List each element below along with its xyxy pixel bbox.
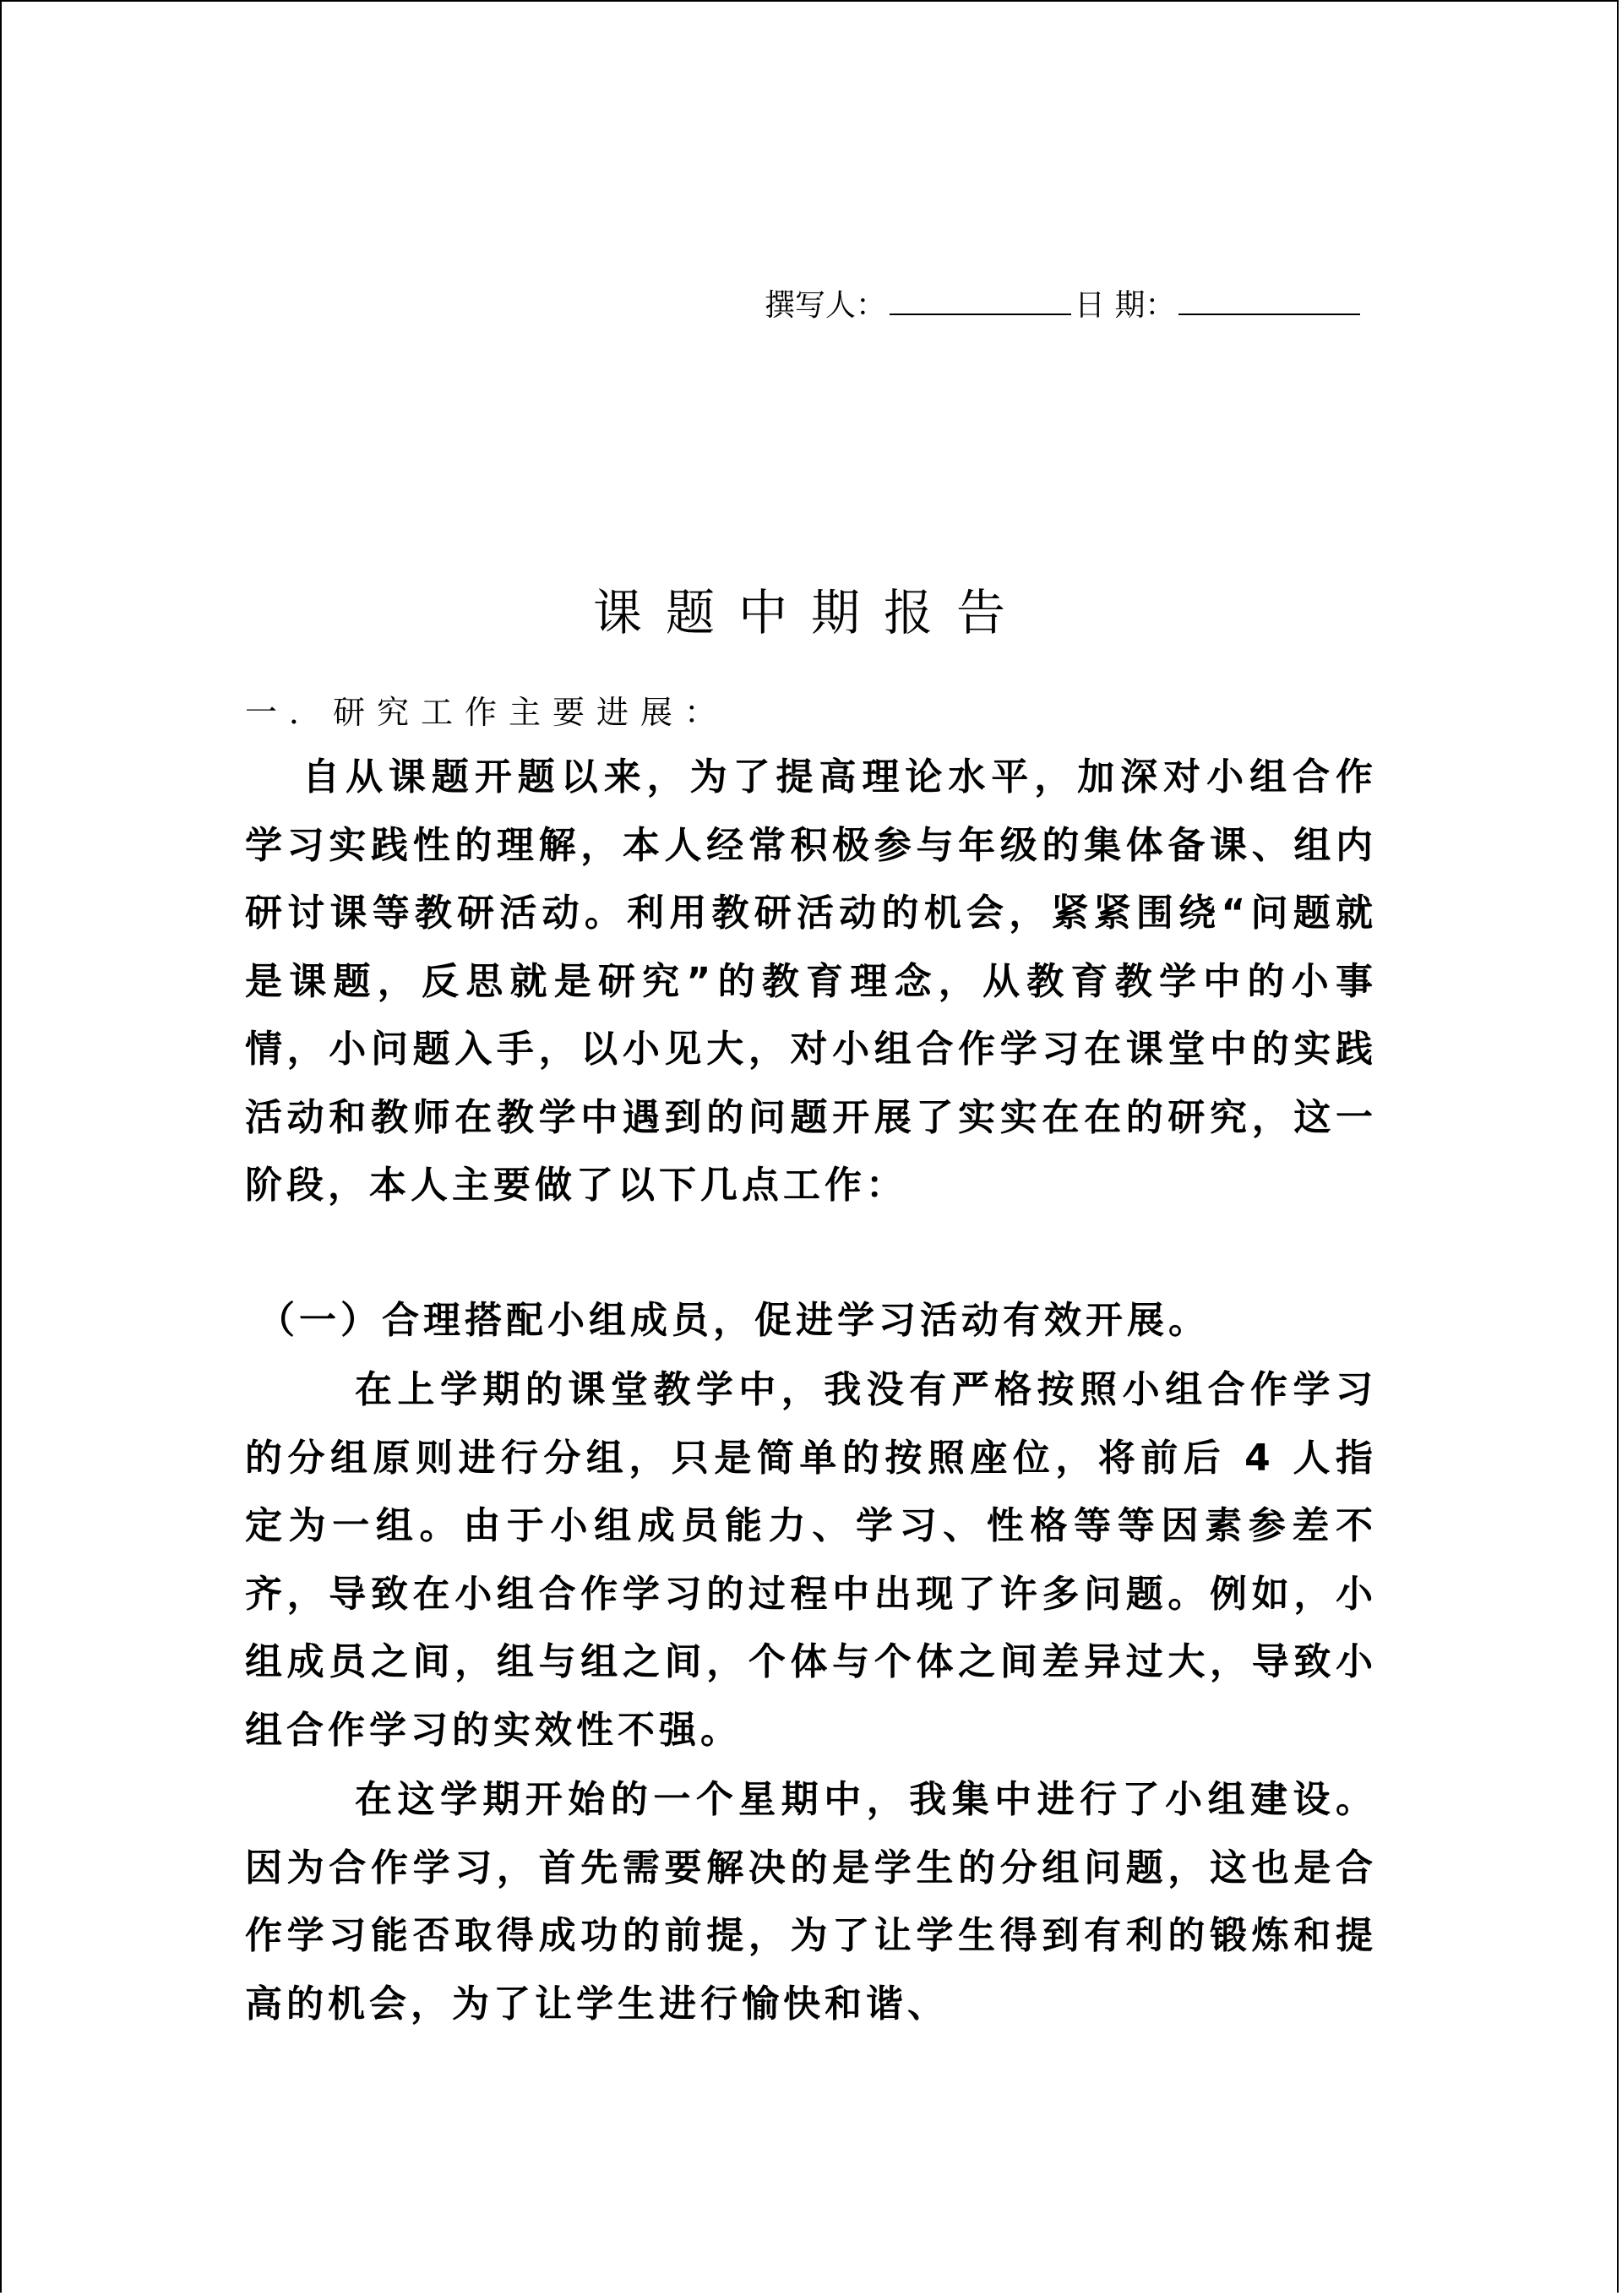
paragraph-intro bbox=[245, 744, 1377, 1220]
author-date-line bbox=[765, 287, 1363, 324]
paragraph-text: 在这学期开始的一个星期中，我集中进行了小组建设。因为合作学习，首先需要解决的是学生的分组问题，这也是合作学习能否取得成功的前提，为了让学生得到有利的锻炼和提高的机会，为了让学生进行愉快和谐、 bbox=[245, 1778, 1377, 2026]
paragraph-text: 在上学期的课堂教学中，我没有严格按照小组合作学习的分组原则进行分组，只是简单的按照座位，将前后 4 人指定为一组。由于小组成员能力、学习、性格等等因素参差不齐，导致在小组合作学习的过程中出现了许多问题。例如，小组成员之间，组与组之间，个体与个体之间差异过大，导致小组合作学习的实效性不强。 bbox=[245, 1368, 1377, 1752]
date-blank-field[interactable] bbox=[1178, 288, 1360, 315]
subsection-heading: （一）合理搭配小组成员，促进学习活动有效开展。 bbox=[258, 1299, 1210, 1342]
paragraph-previous-term bbox=[245, 1356, 1377, 1764]
date-label: 日 期： bbox=[1075, 288, 1176, 323]
author-blank-field[interactable] bbox=[890, 288, 1071, 315]
document-title: 课题中期报告 bbox=[592, 584, 1029, 641]
author-label: 撰写人： bbox=[765, 288, 887, 323]
paragraph-this-term bbox=[245, 1766, 1377, 2038]
section-heading: 一．研究工作主要进展： bbox=[245, 694, 729, 731]
paragraph-text: 自从课题开题以来，为了提高理论水平，加深对小组合作学习实践性的理解，本人经常积极参与年级的集体备课、组内研讨课等教研活动。利用教研活动的机会，紧紧围绕“问题就是课题，反思就是研究”的教育理念，从教育教学中的小事情，小问题入手，以小见大，对小组合作学习在课堂中的实践活动和教师在教学中遇到的问题开展了实实在在的研究，这一阶段，本人主要做了以下几点工作： bbox=[245, 755, 1377, 1207]
